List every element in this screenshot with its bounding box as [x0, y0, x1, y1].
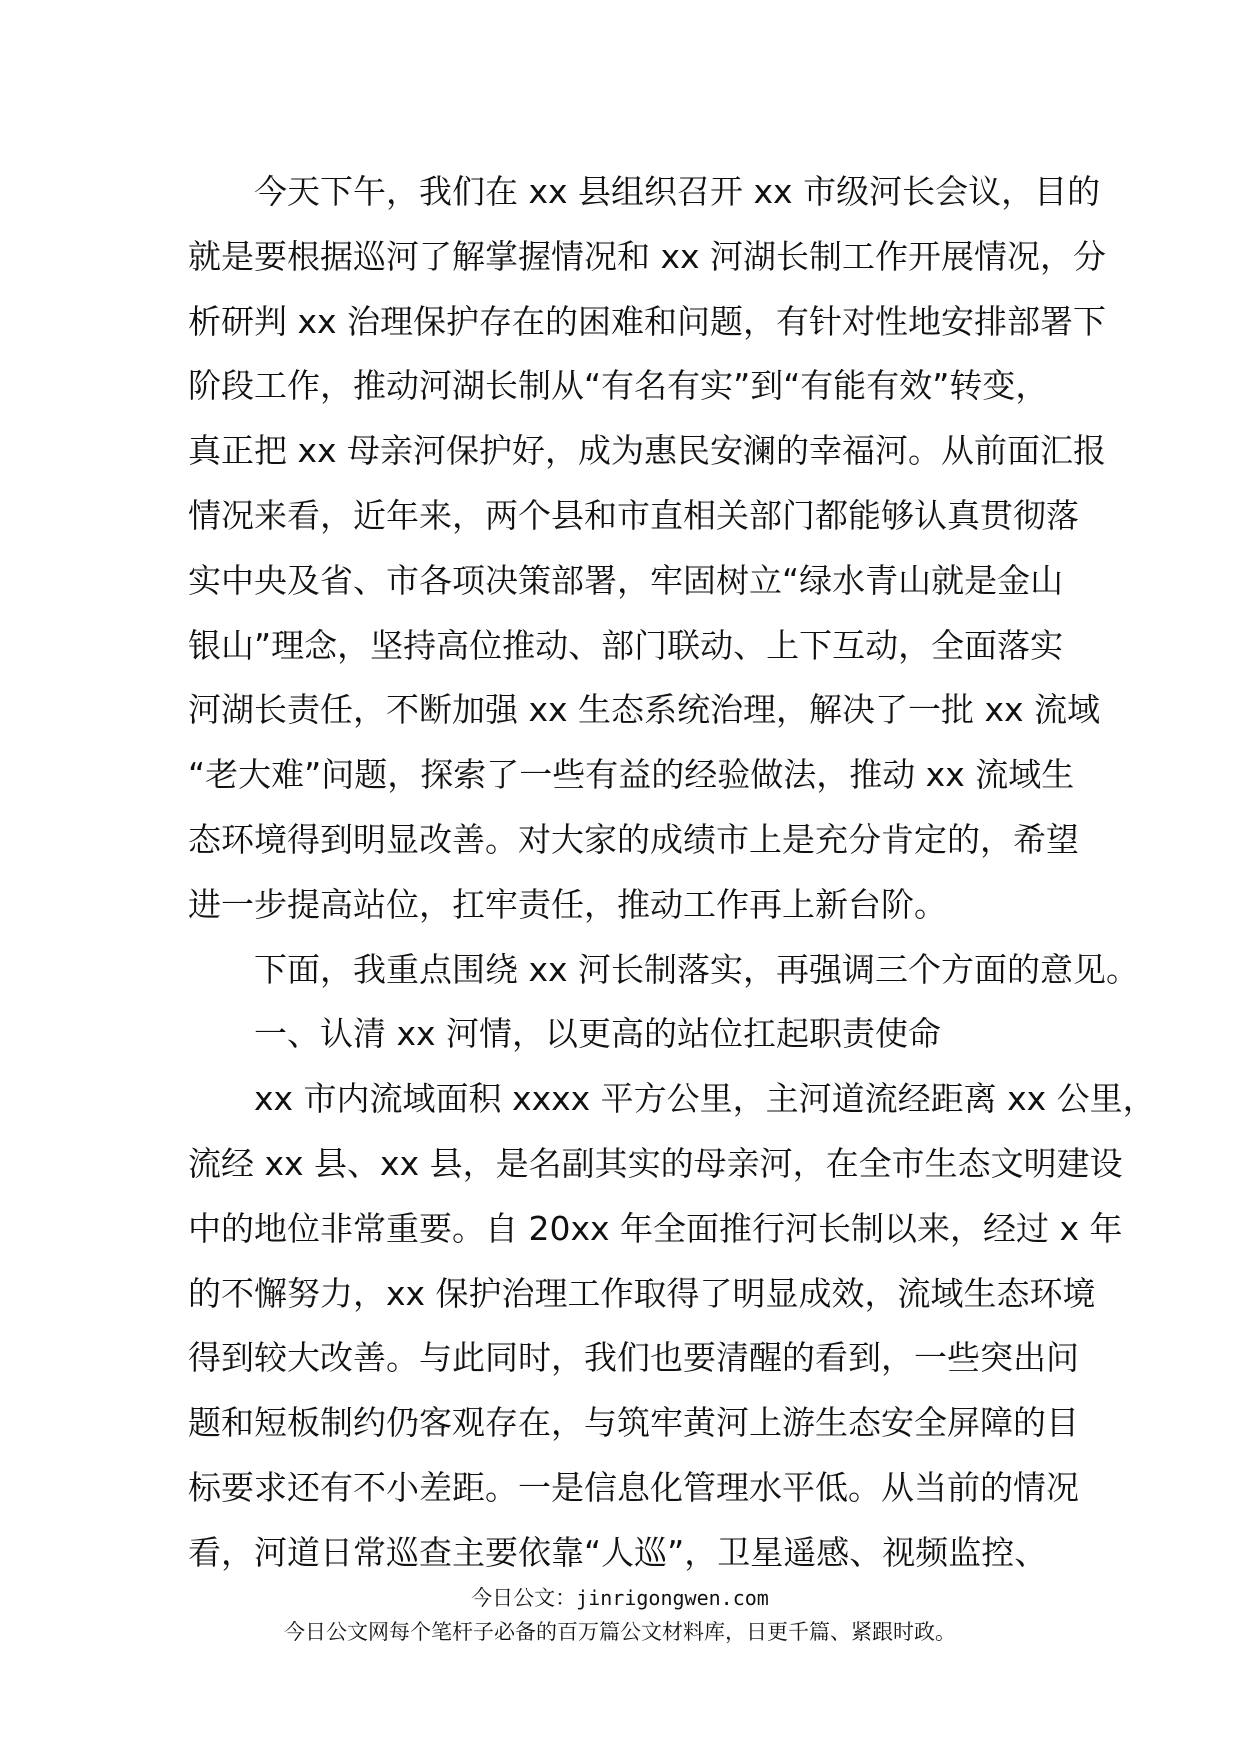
- footer-site-link[interactable]: jinrigongwen.com: [576, 1586, 769, 1610]
- text-line: 情况来看，近年来，两个县和市直相关部门都能够认真贯彻落: [188, 495, 1079, 535]
- text-line: 今天下午，我们在 xx 县组织召开 xx 市级河长会议，目的: [188, 172, 1101, 211]
- section-heading: 一、认清 xx 河情，以更高的站位扛起职责使命: [188, 1014, 942, 1054]
- text-line: xx 市内流域面积 xxxx 平方公里，主河道流经距离 xx 公里，: [188, 1079, 1156, 1119]
- text-line: 中的地位非常重要。自 20xx 年全面推行河长制以来，经过 x 年: [188, 1208, 1123, 1248]
- text-line: 河湖长责任，不断加强 xx 生态系统治理，解决了一批 xx 流域: [188, 690, 1101, 730]
- text-line: 态环境得到明显改善。对大家的成绩市上是充分肯定的，希望: [188, 819, 1079, 859]
- text-line: 流经 xx 县、xx 县，是名副其实的母亲河，在全市生态文明建设: [188, 1143, 1123, 1183]
- text-line: 实中央及省、市各项决策部署，牢固树立“绿水青山就是金山: [188, 560, 1064, 600]
- text-line: 析研判 xx 治理保护存在的困难和问题，有针对性地安排部署下: [188, 301, 1107, 341]
- footer-site-label: 今日公文：: [471, 1586, 577, 1610]
- text-line: “老大难”问题，探索了一些有益的经验做法，推动 xx 流域生: [188, 755, 1075, 795]
- text-line: 阶段工作，推动河湖长制从“有名有实”到“有能有效”转变，: [188, 366, 1049, 406]
- text-line: 标要求还有不小差距。一是信息化管理水平低。从当前的情况: [188, 1467, 1079, 1507]
- text-line: 下面，我重点围绕 xx 河长制落实，再强调三个方面的意见。: [188, 949, 1140, 989]
- footer-site-line: [0, 1583, 1240, 1613]
- text-line: 看，河道日常巡查主要依靠“人巡”，卫星遥感、视频监控、: [188, 1532, 1048, 1572]
- document-body: [188, 160, 1156, 1586]
- footer-slogan: 今日公文网每个笔杆子必备的百万篇公文材料库，日更千篇、紧跟时政。: [284, 1620, 956, 1644]
- text-line: 真正把 xx 母亲河保护好，成为惠民安澜的幸福河。从前面汇报: [188, 431, 1107, 471]
- text-line: 银山”理念，坚持高位推动、部门联动、上下互动，全面落实: [188, 625, 1064, 665]
- text-line: 的不懈努力，xx 保护治理工作取得了明显成效，流域生态环境: [188, 1273, 1096, 1313]
- text-line: 进一步提高站位，扛牢责任，推动工作再上新台阶。: [188, 884, 947, 924]
- text-line: 得到较大改善。与此同时，我们也要清醒的看到，一些突出问: [188, 1338, 1079, 1378]
- text-line: 就是要根据巡河了解掌握情况和 xx 河湖长制工作开展情况，分: [188, 236, 1107, 276]
- text-line: 题和短板制约仍客观存在，与筑牢黄河上游生态安全屏障的目: [188, 1403, 1079, 1443]
